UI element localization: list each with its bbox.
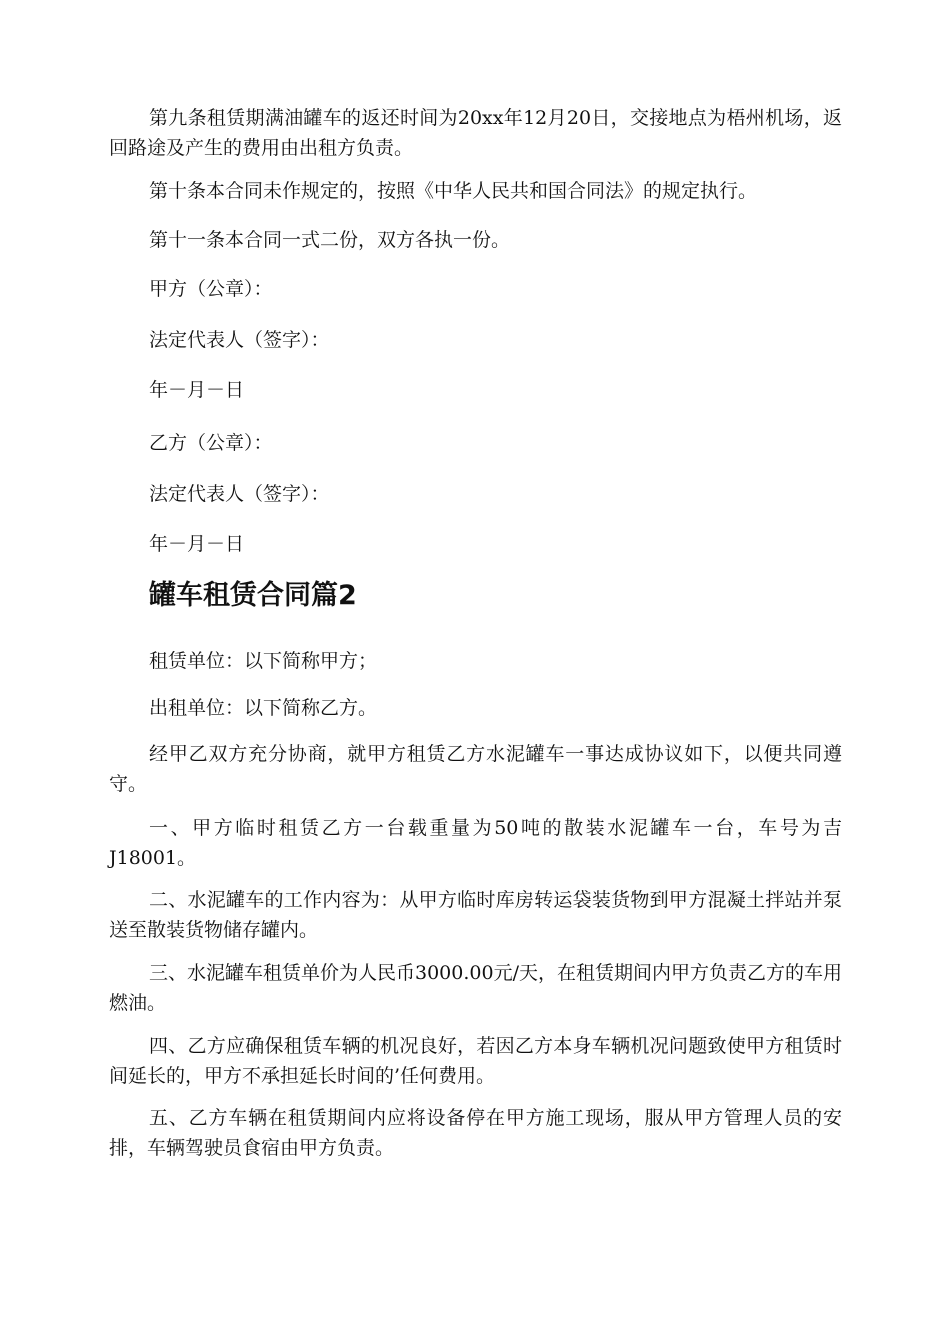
lessor-line: 出租单位：以下简称乙方。	[149, 697, 378, 719]
party-b-representative: 法定代表人（签字）：	[149, 483, 330, 505]
paragraph-article-11: 第十一条本合同一式二份，双方各执一份。	[149, 229, 511, 251]
paragraph-article-10: 第十条本合同未作规定的，按照《中华人民共和国合同法》的规定执行。	[149, 180, 758, 202]
party-a-seal: 甲方（公章）：	[149, 278, 273, 300]
section-title: 罐车租赁合同篇2	[149, 580, 357, 611]
lessee-line: 租赁单位：以下简称甲方；	[149, 650, 378, 672]
clause-3: 三、水泥罐车租赁单价为人民币3000.00元/天，在租赁期间内甲方负责乙方的车用燃油。	[109, 962, 842, 1014]
party-b-date: 年－月－日	[149, 533, 245, 555]
party-a-representative: 法定代表人（签字）：	[149, 329, 330, 351]
clause-2: 二、水泥罐车的工作内容为：从甲方临时库房转运袋装货物到甲方混凝土拌站并泵送至散装货物储存罐内。	[109, 889, 842, 941]
agreement-intro: 经甲乙双方充分协商，就甲方租赁乙方水泥罐车一事达成协议如下，以便共同遵守。	[109, 743, 842, 795]
party-b-seal: 乙方（公章）：	[149, 432, 273, 454]
clause-4: 四、乙方应确保租赁车辆的机况良好，若因乙方本身车辆机况问题致使甲方租赁时间延长的，甲方不承担延长时间的’任何费用。	[109, 1035, 842, 1087]
clause-1: 一、甲方临时租赁乙方一台载重量为50吨的散装水泥罐车一台，车号为吉J18001。	[109, 817, 842, 869]
party-a-date: 年－月－日	[149, 379, 245, 401]
paragraph-article-9: 第九条租赁期满油罐车的返还时间为20xx年12月20日，交接地点为梧州机场，返回路途及产生的费用由出租方负责。	[109, 107, 842, 159]
clause-5: 五、乙方车辆在租赁期间内应将设备停在甲方施工现场，服从甲方管理人员的安排，车辆驾驶员食宿由甲方负责。	[109, 1107, 842, 1159]
